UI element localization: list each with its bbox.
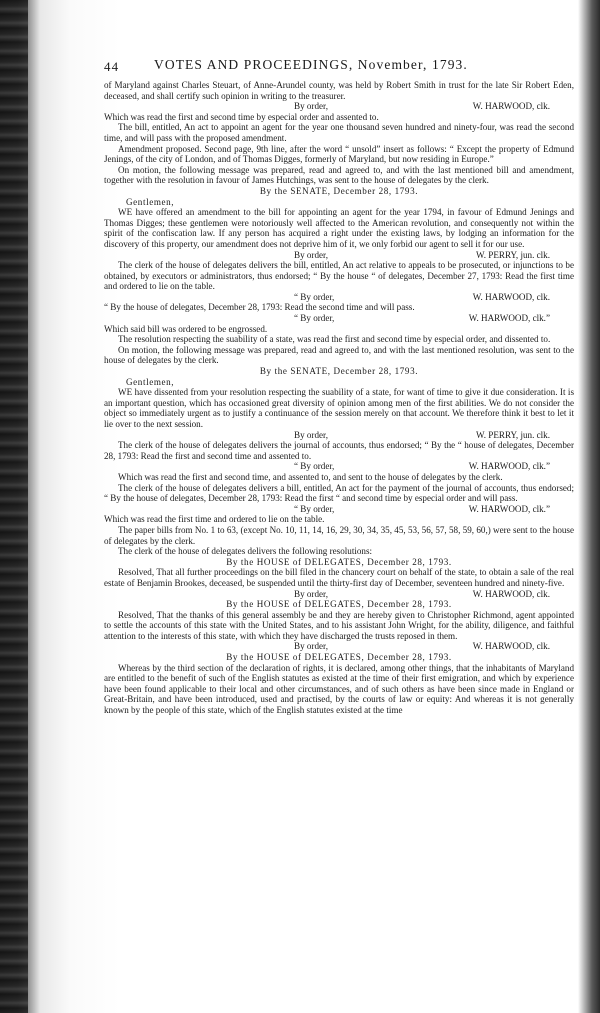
paragraph: Amendment proposed. Second page, 9th line, after the word “ unsold” insert as follows: “ Except the property of Edmund Jenings, of the city of London, and of Thomas Digges, formerly of Maryland, but now residing in Europe.” [104,143,574,165]
paragraph: Whereas by the third section of the declaration of rights, it is declared, among other things, that the inhabitants of Maryland are entitled to the benefit of such of the English statutes as existed at the time of their first emigration, and which by experience have been found applicable to their local and other circumstances, and of such others as have been since made in England or Great-Britain, and have been introduced, used and practised, by the courts of law or equity: And whereas it is not generally known by the people of this state, which of the English statutes existed at the time [104,662,574,716]
paragraph: The clerk of the house of delegates delivers the journal of accounts, thus endorsed; “ By the “ house of delegates, December 28, 1793: Read the first and second time and assented to. [104,440,574,461]
paragraph: Which was read the first time and ordered to lie on the table. [104,514,325,525]
document-page [104,60,574,1000]
salutation: Gentlemen, [126,376,175,387]
signature-line [104,292,574,303]
signature-clerk: W. HARWOOD, clk. [472,291,550,302]
section-heading: By the HOUSE of DELEGATES, December 28, 1793. [226,652,452,663]
paragraph: The clerk of the house of delegates delivers the bill, entitled, An act relative to appeals to be prosecuted, or injunctions to be obtained, by executors or administrators, thus endorsed; “ By the house “ of delegates, December 27, 1793: Read the first time and ordered to lie on the table. [104,260,574,292]
page-header [104,60,574,80]
paragraph: Resolved, That the thanks of this general assembly be and they are hereby given to Christopher Richmond, agent appointed to settle the accounts of this state with the United States, and to his assistant John Wright, for the ability, diligence, and faithful attention to the interests of this state, with which they have discharged the trusts reposed in them. [104,609,574,641]
signature-clerk: W. HARWOOD, clk.” [468,313,550,324]
signature-line [104,461,574,472]
signature-line [104,430,574,441]
paragraph: “ By the house of delegates, December 28, 1793: Read the second time and will pass. [104,302,415,313]
signature-line [104,101,574,112]
signature-line [104,250,574,261]
page-number: 44 [104,60,120,74]
section-heading: By the HOUSE of DELEGATES, December 28, 1793. [226,599,452,610]
paragraph: On motion, the following message was prepared, read and agreed to, and with the last mentioned resolution, was sent to the house of delegates by the clerk. [104,344,574,366]
signature-label: By order, [294,641,328,652]
signature-clerk: W. HARWOOD, clk. [472,588,550,599]
signature-clerk: W. HARWOOD, clk. [472,641,550,652]
page-edge [578,0,600,1013]
signature-label: “ By order, [294,461,335,472]
signature-label: By order, [294,249,328,260]
paragraph: Which was read the first and second time by especial order and assented to. [104,111,379,122]
paragraph: The clerk of the house of delegates delivers the following resolutions: [118,546,373,557]
paragraph: Resolved, That all further proceedings on the bill filed in the chancery court on behalf of the state, to obtain a sale of the real estate of Benjamin Brookes, deceased, be suspended until the thirty-first day of December, seventeen hundred and ninety-five. [104,567,574,588]
signature-label: By order, [294,101,328,112]
signature-label: “ By order, [294,313,335,324]
signature-label: By order, [294,429,328,440]
signature-line [104,589,574,600]
paragraph: The bill, entitled, An act to appoint an agent for the year one thousand seven hundred and ninety-four, was read the second time, and will pass with the proposed amendment. [104,122,574,143]
paragraph: Which said bill was ordered to be engrossed. [104,323,268,334]
paragraph: WE have offered an amendment to the bill for appointing an agent for the year 1794, in favour of Edmund Jenings and Thomas Digges; these gentlemen were notoriously well affected to the American revolution, and consequently not within the spirit of the confiscation law. If any person has acquired a right under the existing laws, by lodging an information for the discovery of this property, our amendment does not deprive him of it, we only forbid our agent to sell it for our use. [104,207,574,249]
signature-line [104,641,574,652]
paragraph: The clerk of the house of delegates delivers a bill, entitled, An act for the payment of the journal of accounts, thus endorsed; “ By the house of delegates, December 28, 1793: Read the first “ and second time by especial order and will pass. [104,482,574,504]
signature-line [104,313,574,324]
signature-label: By order, [294,588,328,599]
salutation: Gentlemen, [126,196,175,207]
paragraph: The resolution respecting the suability of a state, was read the first and second time by especial order, and dissented to. [118,334,551,345]
paragraph: The paper bills from No. 1 to 63, (except No. 10, 11, 14, 16, 29, 30, 34, 35, 45, 53, 56, 57, 58, 59, 60,) were sent to the house of delegates by the clerk. [104,524,574,546]
signature-label: “ By order, [294,503,335,514]
paragraph: Which was read the first and second time, and assented to, and sent to the house of delegates by the clerk. [118,471,503,482]
paragraph: WE have dissented from your resolution respecting the suability of a state, for want of time to give it due consideration. It is an important question, which has occasioned great diversity of opinion among men of the first abilities. We do not consider the object so immediately urgent as to justify a continuance of the session merely on that account. We therefore think it best to let it lie over to the next session. [104,387,574,429]
section-heading: By the HOUSE of DELEGATES, December 28, 1793. [226,556,452,567]
section-heading: By the SENATE, December 28, 1793. [259,185,419,196]
signature-clerk: W. HARWOOD, clk.” [468,461,550,472]
signature-clerk: W. HARWOOD, clk.” [468,503,550,514]
paragraph: of Maryland against Charles Steuart, of Anne-Arundel county, was held by Robert Smith in trust for the late Sir Robert Eden, deceased, and shall certify such opinion in writing to the treasurer. [104,80,574,101]
running-title: VOTES AND PROCEEDINGS, November, 1793. [154,60,468,72]
document-body [104,80,574,716]
section-heading: By the SENATE, December 28, 1793. [259,366,419,377]
signature-line [104,504,574,515]
signature-clerk: W. PERRY, jun. clk. [475,249,550,260]
signature-clerk: W. PERRY, jun. clk. [475,429,550,440]
binding-gutter [0,0,28,1013]
signature-label: “ By order, [294,291,335,302]
paragraph: On motion, the following message was prepared, read and agreed to, and with the last mentioned bill and amendment, together with the resolution in favour of James Hutchings, was sent to the house of delegates by the clerk. [104,164,574,186]
signature-clerk: W. HARWOOD, clk. [472,101,550,112]
